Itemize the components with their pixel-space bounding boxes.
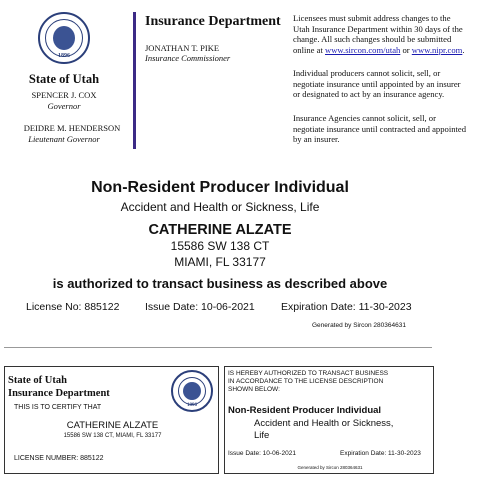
department-title: Insurance Department: [145, 14, 281, 29]
lt-governor-title: Lieutenant Governor: [28, 134, 100, 144]
card-authorization: IS HEREBY AUTHORIZED TO TRANSACT BUSINESS IN ACCORDANCE TO THE LICENSE DESCRIPTION SHOWN BELOW:: [228, 370, 389, 393]
card-certify: THIS IS TO CERTIFY THAT: [14, 404, 102, 411]
header-divider: [133, 12, 136, 149]
card-generated-by: Generated by Sircon 280364631: [297, 465, 363, 470]
card-department: Insurance Department: [8, 388, 110, 399]
state-name: State of Utah: [28, 72, 100, 86]
issue-date: Issue Date: 10-06-2021: [145, 301, 255, 313]
wallet-card: [4, 366, 219, 474]
license-number: License No: 885122: [26, 301, 120, 313]
generated-by: Generated by Sircon 280364631: [312, 322, 406, 329]
holder-name: CATHERINE ALZATE: [148, 222, 292, 238]
commissioner-title: Insurance Commissioner: [145, 53, 231, 63]
card-state: State of Utah: [8, 375, 67, 386]
card-license-number: LICENSE NUMBER: 885122: [14, 455, 104, 462]
utah-seal-icon: 1896: [38, 12, 90, 64]
license-lines: Accident and Health or Sickness, Life: [120, 200, 320, 214]
expiration-date: Expiration Date: 11-30-2023: [281, 301, 412, 313]
governor-title: Governor: [47, 101, 81, 111]
card-license-lines-1: Accident and Health or Sickness,: [254, 418, 394, 429]
holder-address-line2: MIAMI, FL 33177: [174, 255, 266, 269]
producer-notice: Individual producers cannot solicit, sell, or negotiate insurance until appointed by an insurer or designated to act by an insurance agency.: [293, 68, 461, 100]
holder-address-line1: 15586 SW 138 CT: [170, 239, 270, 253]
governor-name: SPENCER J. COX: [31, 90, 97, 100]
license-type: Non-Resident Producer Individual: [91, 179, 349, 196]
wallet-card-back: [224, 366, 434, 474]
sircon-link[interactable]: www.sircon.com/utah: [324, 44, 401, 55]
card-license-lines-2: Life: [254, 430, 270, 441]
commissioner-name: JONATHAN T. PIKE: [145, 43, 220, 53]
card-holder-address: 15586 SW 138 CT, MIAMI, FL 33177: [63, 433, 162, 439]
cut-line: [4, 347, 432, 348]
card-holder-name: CATHERINE ALZATE: [66, 420, 159, 431]
authorization-statement: is authorized to transact business as described above: [52, 276, 388, 291]
card-issue-date: Issue Date: 10-06-2021: [228, 450, 296, 457]
lt-governor-name: DEIDRE M. HENDERSON: [23, 123, 121, 133]
card-seal-icon: 1896: [171, 370, 213, 412]
address-change-notice: Licensees must submit address changes to the Utah Insurance Department within 30 days of the change. All such changes should be submitted online at www.sircon.com/utah or www.nipr.com.: [293, 13, 465, 55]
nipr-link[interactable]: www.nipr.com: [411, 44, 463, 55]
agency-notice: Insurance Agencies cannot solicit, sell, or negotiate insurance until contracted and appointed by an insurer.: [293, 113, 467, 145]
card-license-type: Non-Resident Producer Individual: [228, 405, 382, 416]
card-expiration-date: Expiration Date: 11-30-2023: [340, 450, 421, 457]
